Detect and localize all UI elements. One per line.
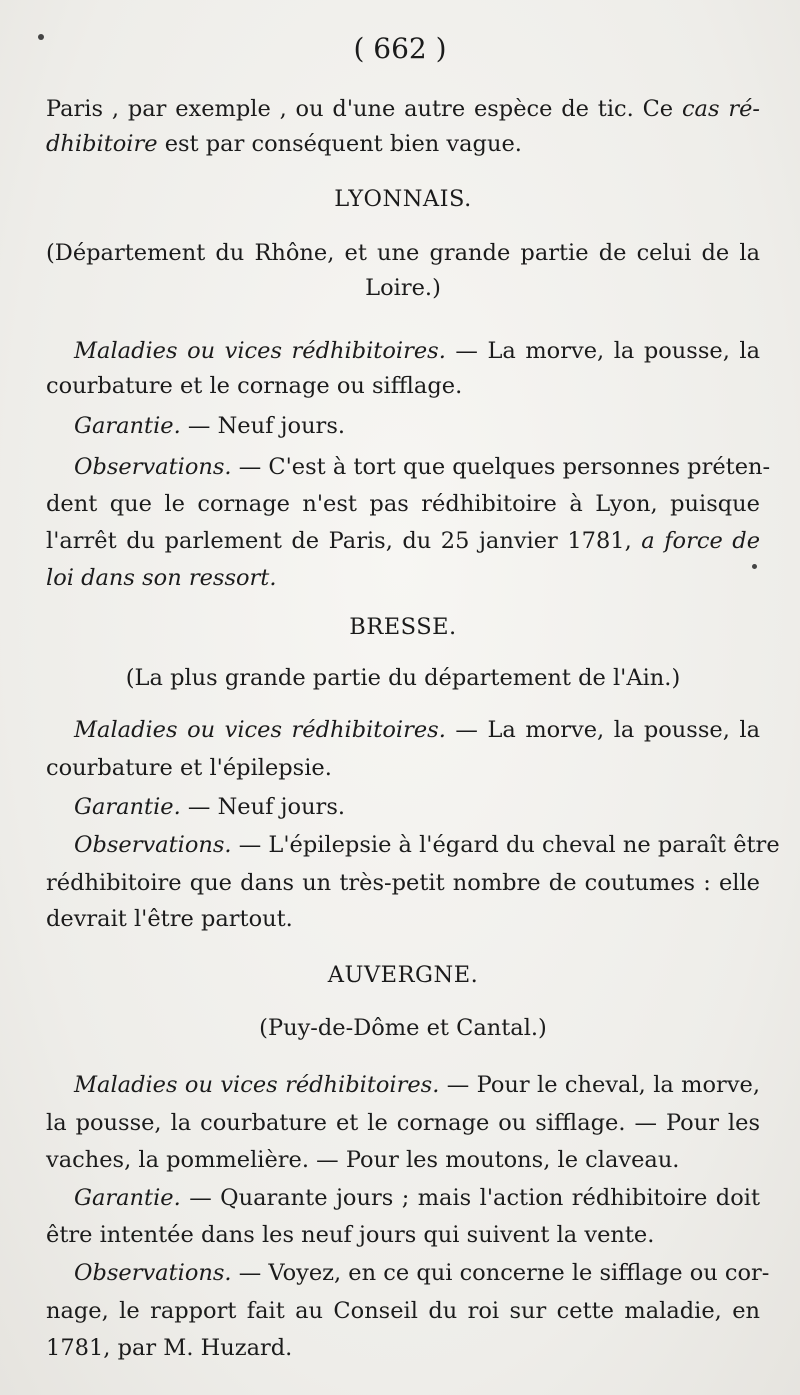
text-line — [46, 868, 760, 898]
text-line — [46, 1013, 760, 1043]
text-line — [46, 489, 760, 519]
text-line — [46, 1333, 760, 1363]
text-segment: — L'épilepsie à l'égard du cheval ne paraît être — [231, 832, 780, 858]
text-line — [46, 663, 760, 693]
text-line — [46, 94, 760, 124]
text-segment: — Neuf jours. — [180, 794, 346, 820]
text-segment: courbature et l'épilepsie. — [46, 755, 332, 781]
text-line — [46, 129, 760, 159]
text-line — [46, 563, 760, 593]
text-line — [46, 753, 760, 783]
italic-text: dhibitoire — [46, 131, 158, 157]
italic-text: cas ré- — [681, 96, 761, 122]
text-line — [46, 371, 760, 401]
text-segment: vaches, la pommelière. — Pour les moutons, le claveau. — [46, 1147, 680, 1173]
text-line — [46, 1145, 760, 1175]
text-segment: (Puy-de-Dôme et Cantal.) — [259, 1015, 547, 1041]
italic-text: Garantie. — [74, 1185, 181, 1211]
page-number: ( 662 ) — [353, 32, 447, 65]
text-segment: est par conséquent bien vague. — [157, 131, 522, 157]
text-segment: (La plus grande partie du département de l'Ain.) — [125, 665, 681, 691]
text-line — [46, 1296, 760, 1326]
text-segment: devrait l'être partout. — [46, 906, 293, 932]
text-line — [74, 336, 760, 366]
text-line — [46, 904, 760, 934]
section-heading — [46, 612, 760, 642]
text-segment: rédhibitoire que dans un très-petit nombre de coutumes : elle — [46, 870, 760, 896]
italic-text: Maladies ou vices rédhibitoires. — [74, 1072, 440, 1098]
text-line — [46, 1108, 760, 1138]
text-segment: — La morve, la pousse, la — [445, 717, 761, 743]
italic-text: loi dans son ressort. — [46, 565, 277, 591]
text-line — [74, 452, 771, 482]
text-line — [46, 1220, 760, 1250]
text-segment: dent que le cornage n'est pas rédhibitoire à Lyon, puisque — [46, 491, 760, 517]
italic-text: Garantie. — [74, 794, 181, 820]
section-heading-text: LYONNAIS. — [334, 186, 472, 212]
text-segment: — C'est à tort que quelques personnes préten- — [231, 454, 771, 480]
text-line — [74, 1258, 770, 1288]
text-segment: courbature et le cornage ou sifflage. — [46, 373, 463, 399]
text-line — [46, 238, 760, 268]
italic-text: Observations. — [74, 454, 232, 480]
text-segment: — Pour le cheval, la morve, — [439, 1072, 760, 1098]
text-segment: — Voyez, en ce qui concerne le sifflage ou cor- — [231, 1260, 770, 1286]
italic-text: Garantie. — [74, 413, 181, 439]
text-segment: Paris , par exemple , ou d'une autre espèce de tic. Ce — [46, 96, 682, 122]
text-segment: 1781, par M. Huzard. — [46, 1335, 293, 1361]
text-segment: — Neuf jours. — [180, 413, 346, 439]
section-heading — [46, 184, 760, 214]
text-line — [46, 273, 760, 303]
italic-text: a force de — [641, 528, 761, 554]
text-segment: l'arrêt du parlement de Paris, du 25 janvier 1781, — [46, 528, 642, 554]
text-line — [74, 792, 760, 822]
text-segment: (Département du Rhône, et une grande partie de celui de la — [46, 240, 760, 266]
text-segment: la pousse, la courbature et le cornage ou sifflage. — Pour les — [46, 1110, 760, 1136]
text-line — [74, 1070, 760, 1100]
italic-text: Maladies ou vices rédhibitoires. — [74, 338, 446, 364]
text-segment: — La morve, la pousse, la — [445, 338, 761, 364]
italic-text: Observations. — [74, 832, 232, 858]
text-line — [46, 526, 760, 556]
italic-text: Observations. — [74, 1260, 232, 1286]
text-segment: — Quarante jours ; mais l'action rédhibitoire doit — [180, 1185, 760, 1211]
text-segment: nage, le rapport fait au Conseil du roi sur cette maladie, en — [46, 1298, 760, 1324]
italic-text: Maladies ou vices rédhibitoires. — [74, 717, 446, 743]
text-line — [74, 411, 760, 441]
section-heading-text: BRESSE. — [349, 614, 457, 640]
text-line — [74, 715, 760, 745]
section-heading-text: AUVERGNE. — [327, 962, 479, 988]
text-line — [74, 1183, 760, 1213]
text-segment: Loire.) — [365, 275, 441, 301]
text-line — [74, 830, 780, 860]
section-heading — [46, 960, 760, 990]
text-segment: être intentée dans les neuf jours qui suivent la vente. — [46, 1222, 655, 1248]
